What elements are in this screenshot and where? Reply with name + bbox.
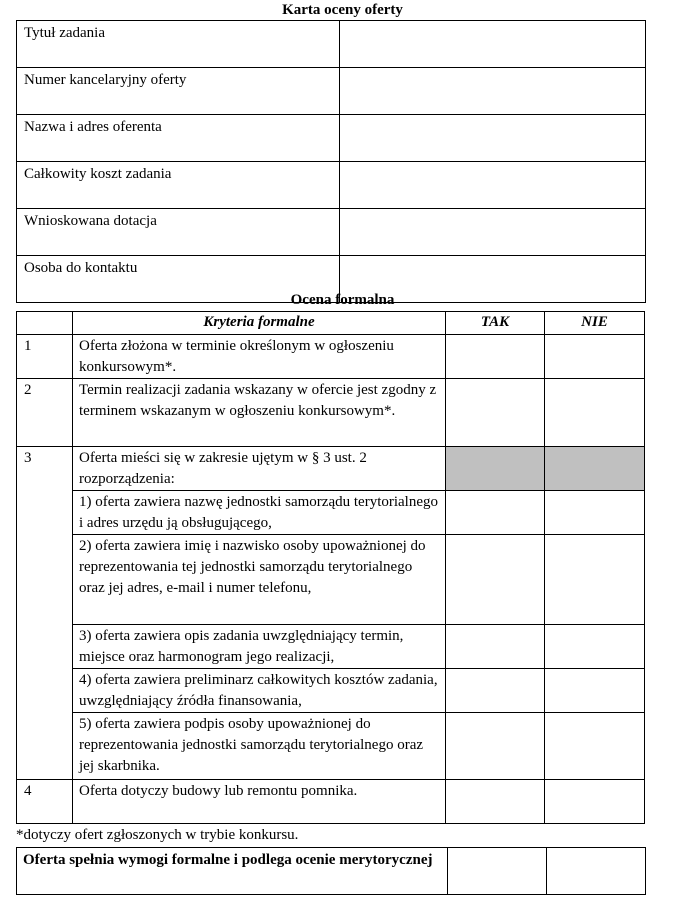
nie-cell[interactable]	[545, 625, 645, 669]
info-value-cell[interactable]	[340, 115, 646, 162]
criterion-text: Oferta mieści się w zakresie ujętym w § 3 ust. 2 rozporządzenia:	[73, 447, 446, 491]
nie-cell[interactable]	[545, 713, 645, 780]
nie-cell[interactable]	[545, 669, 645, 713]
table-row	[17, 535, 645, 625]
info-row	[17, 162, 646, 209]
info-row	[17, 209, 646, 256]
criterion-text: 5) oferta zawiera podpis osoby upoważnionej do reprezentowania jednostki samorządu terytorialnego oraz jej skarbnika.	[73, 713, 446, 780]
criterion-text: 3) oferta zawiera opis zadania uwzględniający termin, miejsce oraz harmonogram jego realizacji,	[73, 625, 446, 669]
section-title: Ocena formalna	[290, 292, 395, 308]
table-row	[17, 491, 645, 535]
info-label: Tytuł zadania	[17, 21, 340, 68]
info-label: Całkowity koszt zadania	[17, 162, 340, 209]
column-header-number	[17, 312, 73, 335]
criterion-text: Oferta złożona w terminie określonym w ogłoszeniu konkursowym*.	[73, 335, 446, 379]
final-tak-cell[interactable]	[448, 848, 547, 895]
tak-cell[interactable]	[446, 335, 545, 379]
tak-cell-disabled	[446, 447, 545, 491]
criterion-text: 2) oferta zawiera imię i nazwisko osoby upoważnionej do reprezentowania tej jednostki samorządu terytorialnego oraz jej adres, e-mail i numer telefonu,	[73, 535, 446, 625]
criterion-text: 4) oferta zawiera preliminarz całkowitych kosztów zadania, uwzględniający źródła finansowania,	[73, 669, 446, 713]
row-number: 2	[17, 379, 73, 447]
table-row	[17, 335, 645, 379]
info-label: Numer kancelaryjny oferty	[17, 68, 340, 115]
nie-cell[interactable]	[545, 780, 645, 824]
table-header-row	[17, 312, 645, 335]
info-value-cell[interactable]	[340, 68, 646, 115]
tak-cell[interactable]	[446, 491, 545, 535]
nie-cell[interactable]	[545, 379, 645, 447]
info-label: Nazwa i adres oferenta	[17, 115, 340, 162]
offer-info-table	[16, 20, 646, 303]
row-number: 1	[17, 335, 73, 379]
column-header-criteria: Kryteria formalne	[73, 312, 446, 335]
table-row	[17, 669, 645, 713]
formal-criteria-table	[16, 311, 645, 824]
tak-cell[interactable]	[446, 625, 545, 669]
info-label: Wnioskowana dotacja	[17, 209, 340, 256]
row-number: 3	[17, 447, 73, 780]
table-row	[17, 780, 645, 824]
criterion-text: 1) oferta zawiera nazwę jednostki samorządu terytorialnego i adres urzędu ją obsługującego,	[73, 491, 446, 535]
tak-cell[interactable]	[446, 780, 545, 824]
tak-cell[interactable]	[446, 669, 545, 713]
footnote: *dotyczy ofert zgłoszonych w trybie konkursu.	[16, 827, 299, 843]
column-header-nie: NIE	[545, 312, 645, 335]
page-title: Karta oceny oferty	[282, 2, 403, 18]
nie-cell-disabled	[545, 447, 645, 491]
info-label: Osoba do kontaktu	[17, 256, 340, 303]
table-row	[17, 447, 645, 491]
info-row	[17, 21, 646, 68]
final-row	[17, 848, 646, 895]
info-value-cell[interactable]	[340, 162, 646, 209]
nie-cell[interactable]	[545, 491, 645, 535]
final-nie-cell[interactable]	[547, 848, 646, 895]
tak-cell[interactable]	[446, 713, 545, 780]
table-row	[17, 625, 645, 669]
criterion-text: Oferta dotyczy budowy lub remontu pomnika.	[73, 780, 446, 824]
info-value-cell[interactable]	[340, 21, 646, 68]
tak-cell[interactable]	[446, 535, 545, 625]
tak-cell[interactable]	[446, 379, 545, 447]
final-assessment-table	[16, 847, 646, 895]
table-row	[17, 713, 645, 780]
row-number: 4	[17, 780, 73, 824]
final-criterion-text: Oferta spełnia wymogi formalne i podlega ocenie merytorycznej	[17, 848, 448, 895]
nie-cell[interactable]	[545, 335, 645, 379]
info-value-cell[interactable]	[340, 209, 646, 256]
info-row	[17, 115, 646, 162]
info-row	[17, 68, 646, 115]
criterion-text: Termin realizacji zadania wskazany w ofercie jest zgodny z terminem wskazanym w ogłoszeniu konkursowym*.	[73, 379, 446, 447]
table-row	[17, 379, 645, 447]
column-header-tak: TAK	[446, 312, 545, 335]
nie-cell[interactable]	[545, 535, 645, 625]
